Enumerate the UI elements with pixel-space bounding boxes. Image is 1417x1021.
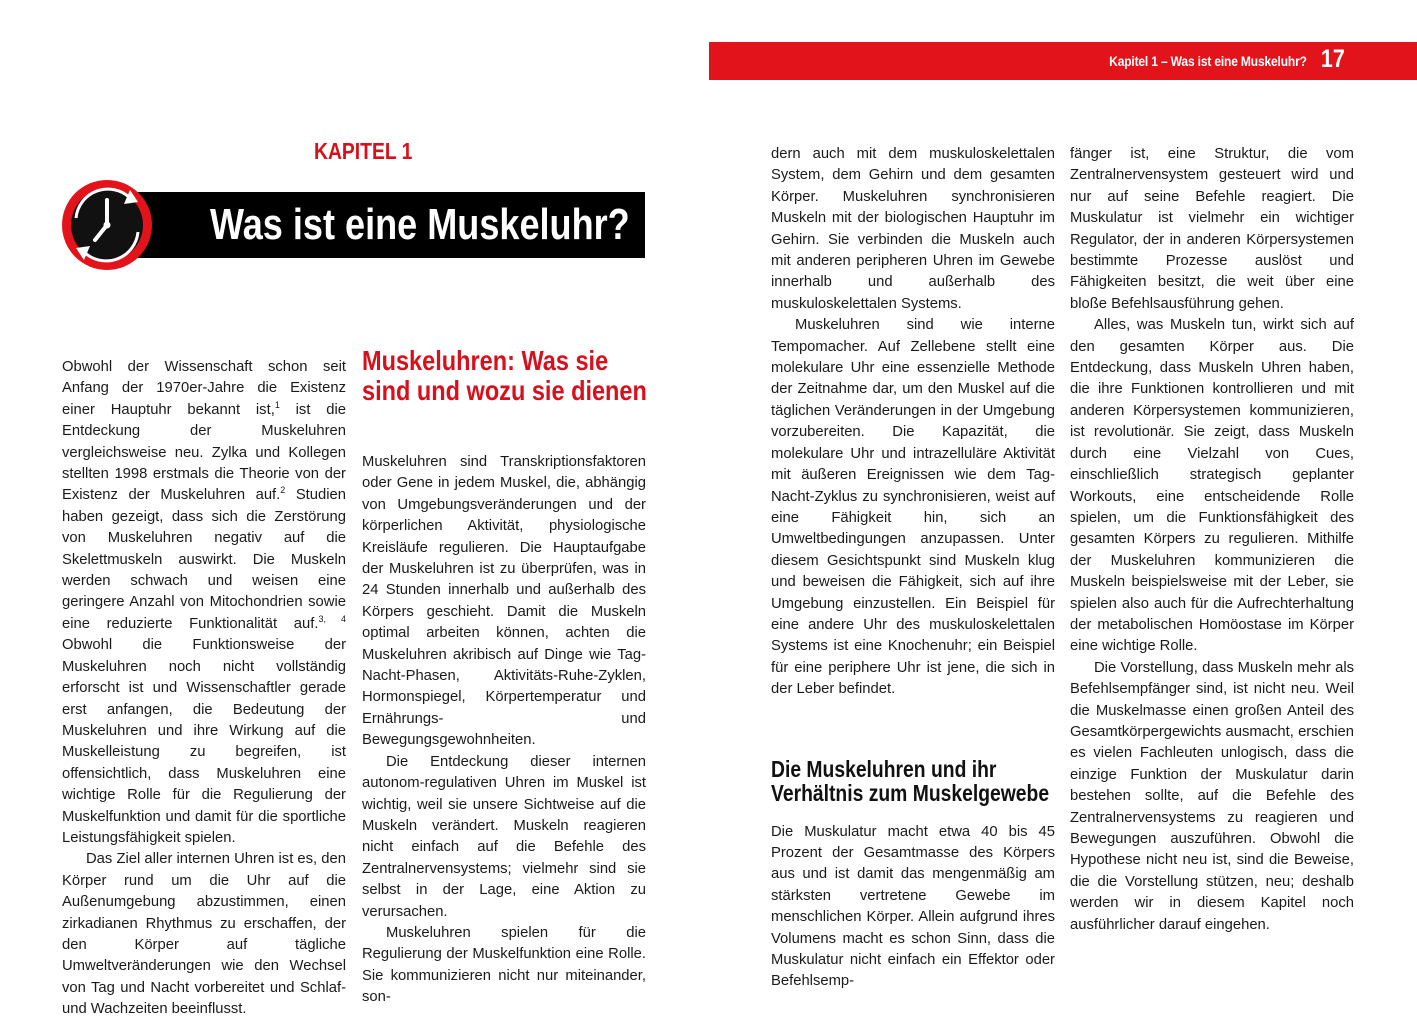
- paragraph: dern auch mit dem muskuloskelettalen System, dem Gehirn und dem gesamten Körper. Muskeluhren synchronisieren Muskeln mit der biologischen Hauptuhr im Gehirn. Sie verbinden die Muskeln auch mit anderen peripheren Uhren im Gewebe innerhalb und außerhalb des muskuloskelettalen Systems.: [771, 146, 1055, 312]
- paragraph: Die Vorstellung, dass Muskeln mehr als Befehlsempfänger sind, ist nicht neu. Weil die Muskelmasse einen großen Anteil des Gesamtkörpergewichts ausmacht, erschien es vielen Fachleuten unlogisch, dass die einzige Funktion der Muskulatur darin bestehen sollte, auf die Befehle des Zentralnervensystems zu reagieren und Bewegungen auszuführen. Obwohl die Hypothese nicht neu ist, sind die Beweise, die die Vorstellung stützen, neu; deshalb werden wir in diesem Kapitel noch ausführlicher darauf eingehen.: [1070, 659, 1354, 933]
- chapter-label: KAPITEL 1: [314, 138, 413, 164]
- paragraph: Obwohl der Wissenschaft schon seit Anfang der 1970er-Jahre die Existenz einer Hauptuhr bekannt ist,$^1$ ist die Entdeckung der Muskeluhren vergleichsweise neu. Zylka und Kollegen stellten 1998 erstmals die Theorie von der Existenz der Muskeluhren auf.$^2$ Studien haben gezeigt, dass sich die Zerstörung von Muskeluhren negativ auf die Skelettmuskeln auswirkt. Die Muskeln werden schwach und weisen eine geringere Anzahl von Mitochondrien sowie eine reduzierte Funktionalität auf.$^{3, 4}$ Obwohl die Funktionsweise der Muskeluhren noch nicht vollständig erforscht ist und Wissenschaftler gerade erst anfangen, die Bedeutung der Muskeluhren und ihre Wirkung auf die Muskelleistung zu begreifen, ist offensichtlich, dass Muskeluhren eine wichtige Rolle für die Regulierung der Muskelfunktion und damit für die sportliche Leistungsfähigkeit spielen.: [62, 359, 347, 846]
- paragraph: Das Ziel aller internen Uhren ist es, den Körper rund um die Uhr auf die Außenumgebung abzustimmen, einen zirkadianen Rhythmus zu erschaffen, der den Körper auf tägliche Umweltveränderungen wie den Wechsel von Tag und Nacht vorbereitet und Schlaf- und Wachzeiten beeinflusst.: [62, 851, 346, 1018]
- running-header-bar: [709, 42, 1417, 80]
- chapter-title-banner: [98, 192, 645, 258]
- paragraph: Muskeluhren sind wie interne Tempomacher. Auf Zellebene stellt eine molekulare Uhr eine essenzielle Methode der Zeitnahme dar, um den Muskel auf die täglichen Veränderungen in der Umgebung vorzubereiten. Die Kapazität, die molekulare Uhr und intrazelluläre Aktivität mit äußeren Ereignissen wie dem Tag-Nacht-Zyklus zu synchronisieren, weist auf eine Fähigkeit hin, sich an Umweltbedingungen anzupassen. Unter diesem Gesichtspunkt sind Muskeln klug und beweisen die Fähigkeit, sich auf ihre Umgebung einzustellen. Ein Beispiel für eine andere Uhr des muskuloskelettalen Systems ist eine Knochenuhr; ein Beispiel für eine periphere Uhr ist jene, die sich in der Leber befindet.: [771, 317, 1055, 698]
- section-heading: Muskeluhren: Was sie sind und wozu sie dienen: [362, 345, 647, 406]
- paragraph: Alles, was Muskeln tun, wirkt sich auf den gesamten Körper aus. Die Entdeckung, dass Muskeln Uhren haben, die ihre Funktionen kontrollieren und mit anderen Körpersystemen kommunizieren, ist revolutionär. Sie zeigt, dass Muskeln durch eine Vielzahl von Cues, einschließlich strategisch geplanter Workouts, eine entscheidende Rolle spielen, um die Funktionsfähigkeit des gesamten Körpers zu regulieren. Mithilfe der Muskeluhren kommunizieren die Muskeln beispielsweise mit der Leber, sie spielen also auch für die Aufrechterhaltung der metabolischen Homöostase im Körper eine wichtige Rolle.: [1070, 317, 1354, 655]
- paragraph: Muskeluhren sind Transkriptionsfaktoren oder Gene in jedem Muskel, die, abhängig von Umgebungsveränderungen und der körperlichen Aktivität, physiologische Kreisläufe regulieren. Die Hauptaufgabe der Muskeluhren ist zu überprüfen, was in 24 Stunden innerhalb und außerhalb des Körpers geschieht. Damit die Muskeln optimal arbeiten können, achten die Muskeluhren akribisch auf Dinge wie Tag-Nacht-Phasen, Aktivitäts-Ruhe-Zyklen, Hormonspiegel, Körpertemperatur und Ernährungs- und Bewegungsgewohnheiten.: [362, 454, 646, 749]
- page-number: 17: [1321, 45, 1345, 73]
- running-head: Kapitel 1 – Was ist eine Muskeluhr?: [1109, 53, 1307, 69]
- text-column-3: [771, 144, 1055, 993]
- text-column-2: [362, 346, 646, 1009]
- section-heading: Die Muskeluhren und ihr Verhältnis zum Muskelgewebe: [771, 755, 1050, 806]
- paragraph: Die Entdeckung dieser internen autonom-regulativen Uhren im Muskel ist wichtig, weil sie unsere Sichtweise auf die Muskeln verändert. Muskeln reagieren nicht einfach auf die Befehle des Zentralnervensystems; vielmehr sind sie selbst in der Lage, eine Aktion zu verursachen.: [362, 753, 646, 920]
- paragraph: fänger ist, eine Struktur, die vom Zentralnervensystem gesteuert wird und nur auf seine Befehle reagiert. Die Muskulatur ist vielmehr ein wichtiger Regulator, der in anderen Körpersystemen bestimmte Prozesse auslöst und Fähigkeiten besitzt, die weit über eine bloße Befehlsausführung gehen.: [1070, 146, 1354, 312]
- text-column-1: [62, 357, 346, 1021]
- paragraph: Die Muskulatur macht etwa 40 bis 45 Prozent der Gesamtmasse des Körpers aus und ist damit das mengenmäßig am stärksten vertretene Gewebe im menschlichen Körper. Allein aufgrund ihres Volumens macht es schon Sinn, dass die Muskulatur nicht einfach ein Effektor oder Befehlsemp-: [771, 823, 1055, 990]
- text-column-4: [1070, 144, 1354, 936]
- clock-icon: [60, 178, 154, 272]
- chapter-title: Was ist eine Muskeluhr?: [210, 200, 630, 249]
- paragraph: Muskeluhren spielen für die Regulierung der Muskelfunktion eine Rolle. Sie kommunizieren nicht nur miteinander, son-: [362, 924, 646, 1006]
